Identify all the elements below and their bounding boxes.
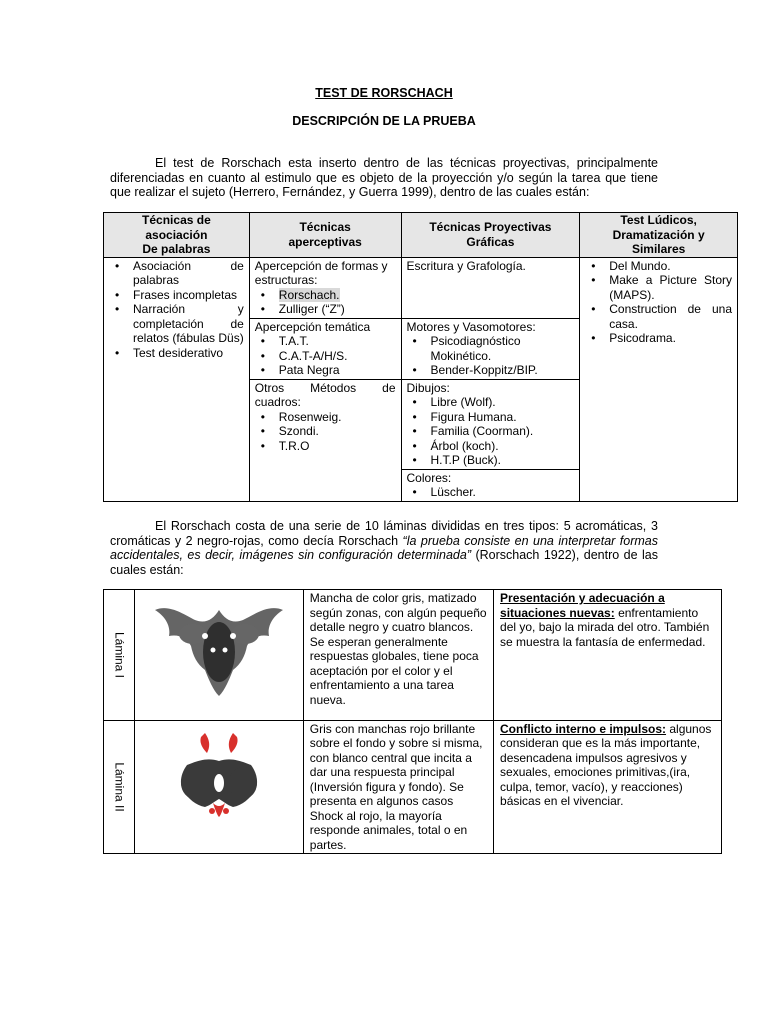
col-ludicos — [580, 257, 738, 501]
list-item: • Bender-Koppitz/BIP. — [431, 363, 575, 378]
techniques-table — [103, 212, 738, 502]
list-item: • Frases incompletas — [133, 288, 244, 303]
list-item: • Make a Picture Story (MAPS). — [609, 273, 732, 302]
aperceptivas-otros: Otros Métodos de cuadros: • Rosenweig. • Szondi. • T.R.O — [249, 379, 401, 501]
list-item: • C.A.T-A/H/S. — [279, 349, 396, 364]
list-item: • Construction de una casa. — [609, 302, 732, 331]
plate-2-description: Gris con manchas rojo brillante sobre el fondo y sobre si misma, con blanco central que incita a dar una respuesta principal (Inversión figura y fondo). Se presenta en algunos casos Shock al rojo, la mayoría responde animales, total o en partes. — [303, 720, 493, 854]
list-item: • Psicodrama. — [609, 331, 732, 346]
plate-label: Lámina II — [104, 720, 135, 854]
header-ludicos: Test Lúdicos, Dramatización y Similares — [580, 213, 738, 258]
intro-paragraph: El test de Rorschach esta inserto dentro de las técnicas proyectivas, principalmente diferenciadas en cuanto al estimulo que es objeto de la proyección y/o según la tarea que tiene que realizar el sujeto (Herrero, Fernández, y Guerra 1999), dentro de las cuales están: — [110, 156, 658, 199]
second-paragraph: El Rorschach costa de una serie de 10 láminas divididas en tres tipos: 5 acromáticas, 3 cromáticas y 2 negro-rojas, como decía Rorschach “la prueba consiste en una interpretar formas accidentales, es decir, imágenes sin configuración determinada” (Rorschach 1922), dentro de las cuales están: — [110, 519, 659, 577]
list-item: • Rosenweig. — [279, 410, 396, 425]
page-subtitle: DESCRIPCIÓN DE LA PRUEBA — [292, 114, 476, 128]
list-item: • Rorschach. — [279, 288, 396, 303]
page-title: TEST DE RORSCHACH — [315, 86, 453, 100]
aperceptivas-tematica: Apercepción temática • T.A.T. • C.A.T-A/H/S. • Pata Negra — [249, 318, 401, 379]
aperceptivas-formas: Apercepción de formas y estructuras: • Rorschach. • Zulliger (“Z”) — [249, 257, 401, 318]
plate-1-description: Mancha de color gris, matizado según zonas, con algún pequeño detalle negro y cuatro blancos. Se esperan generalmente respuestas globales, tiene poca aceptación por el color y el enfrentamiento a una tarea nueva. — [303, 590, 493, 721]
list-item: • Pata Negra — [279, 363, 396, 378]
col-asociacion — [104, 257, 250, 501]
list-item: • Figura Humana. — [431, 410, 575, 425]
list-item: • Test desiderativo — [133, 346, 244, 361]
list-item: • H.T.P (Buck). — [431, 453, 575, 468]
list-item: • Zulliger (“Z”) — [279, 302, 396, 317]
graficas-motores: Motores y Vasomotores: • Psicodiagnóstico Mokinético. • Bender-Koppitz/BIP. — [401, 318, 580, 379]
list-item: • Psicodiagnóstico Mokinético. — [431, 334, 575, 363]
list-item: • Asociación de palabras — [133, 259, 244, 288]
plates-table — [103, 589, 722, 854]
graficas-dibujos: Dibujos: • Libre (Wolf). • Figura Humana. • Familia (Coorman). • Árbol (koch). • H.T.P (Buck). — [401, 379, 580, 469]
graficas-colores: Colores: • Lüscher. — [401, 469, 580, 501]
header-asociacion: Técnicas de asociación De palabras — [104, 213, 250, 258]
list-item: • Árbol (koch). — [431, 439, 575, 454]
list-item: • Libre (Wolf). — [431, 395, 575, 410]
list-item: • T.R.O — [279, 439, 396, 454]
plate-2-meaning: Conflicto interno e impulsos: algunos consideran que es la más importante, desencadena impulsos agresivos y sexuales, emociones primitivas,(ira, culpa, temor, vacío), y reacciones) básicas en el vivenciar. — [494, 720, 722, 854]
list-item: • T.A.T. — [279, 334, 396, 349]
inkblot-2-icon — [135, 721, 303, 847]
list-item: • Lüscher. — [431, 485, 575, 500]
graficas-escritura: Escritura y Grafología. — [401, 257, 580, 318]
plate-1-image — [134, 590, 303, 721]
list-item: • Familia (Coorman). — [431, 424, 575, 439]
header-aperceptivas: Técnicas aperceptivas — [249, 213, 401, 258]
inkblot-1-icon — [135, 590, 303, 716]
plate-1-meaning: Presentación y adecuación a situaciones nuevas: enfrentamiento del yo, bajo la mirada del otro. También se muestra la fantasía de enfermedad. — [494, 590, 722, 721]
list-item: • Narración y completación de relatos (fábulas Düs) — [133, 302, 244, 346]
plate-2-image — [134, 720, 303, 854]
header-graficas: Técnicas Proyectivas Gráficas — [401, 213, 580, 258]
list-item: • Szondi. — [279, 424, 396, 439]
plate-label: Lámina I — [104, 590, 135, 721]
list-item: • Del Mundo. — [609, 259, 732, 274]
